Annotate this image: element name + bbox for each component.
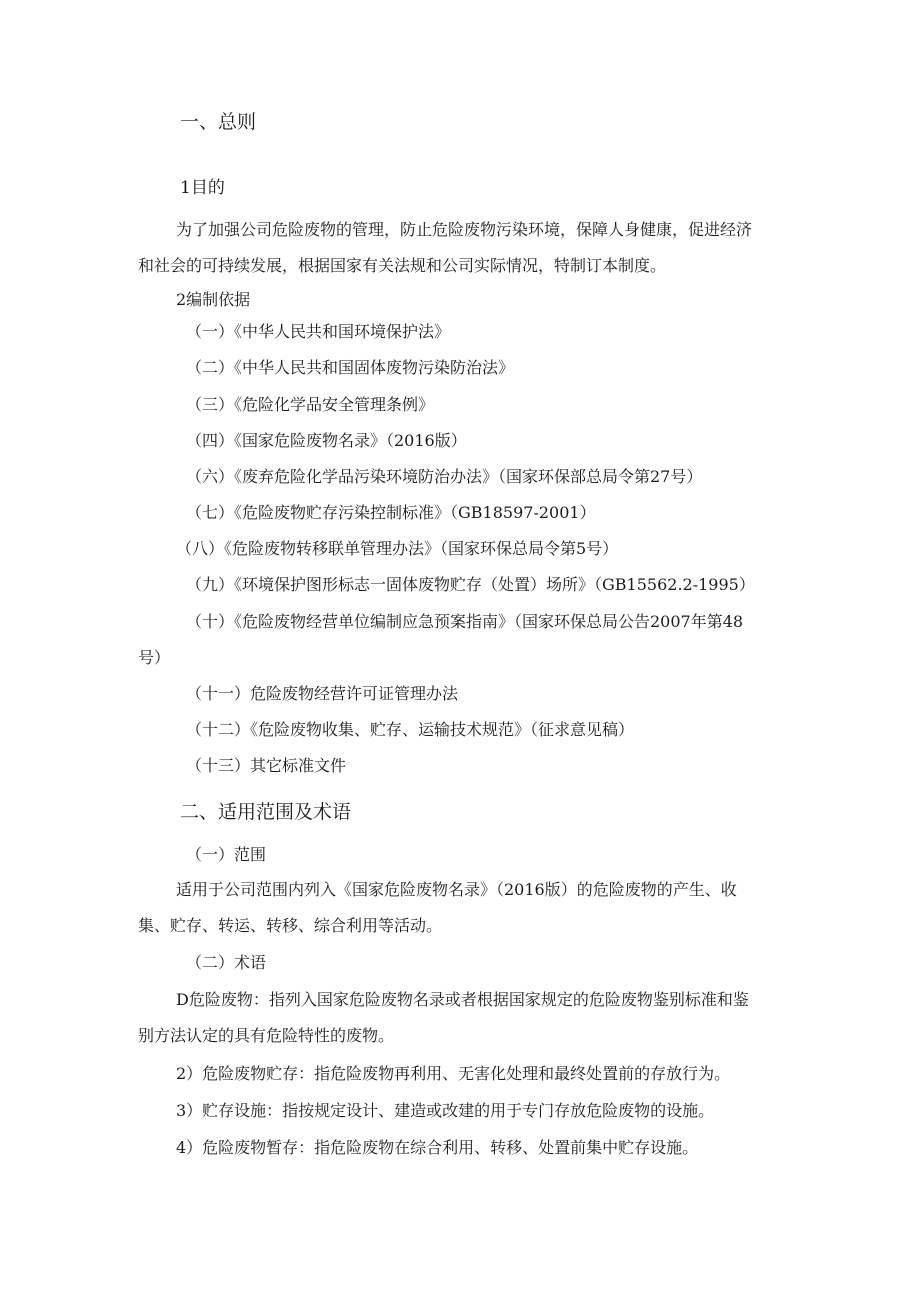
term3: 3）贮存设施：指按规定设计、建造或改建的用于专门存放危险废物的设施。 [176, 1101, 715, 1120]
basis-item: （四）《国家危险废物名录》（2016版） [186, 431, 467, 450]
scope-paragraph-line1: 适用于公司范围内列入《国家危险废物名录》（2016版）的危险废物的产生、收 [176, 880, 737, 899]
basis-item: （十一）危险废物经营许可证管理办法 [186, 684, 459, 703]
basis-item: （六）《废弃危险化学品污染环境防治办法》（国家环保部总局令第27号） [186, 467, 703, 486]
basis-item: （八）《危险废物转移联单管理办法》（国家环保总局令第5号） [176, 539, 619, 558]
basis-item: （三）《危险化学品安全管理条例》 [186, 395, 435, 414]
term2: 2）危险废物贮存：指危险废物再利用、无害化处理和最终处置前的存放行为。 [176, 1064, 731, 1083]
purpose-paragraph-line2: 和社会的可持续发展，根据国家有关法规和公司实际情况，特制订本制度。 [138, 256, 667, 275]
section2-heading: 二、适用范围及术语 [180, 801, 352, 823]
basis-item: （七）《危险废物贮存污染控制标准》（GB18597-2001） [186, 503, 596, 522]
basis-item: （二）《中华人民共和国固体废物污染防治法》 [186, 358, 515, 377]
terms-title: （二）术语 [186, 953, 267, 972]
section1-heading: 一、总则 [180, 111, 257, 133]
basis-title: 2编制依据 [176, 290, 251, 309]
scope-title: （一）范围 [186, 845, 267, 864]
term1-line2: 别方法认定的具有危险特性的废物。 [138, 1026, 395, 1045]
term4: 4）危险废物暂存：指危险废物在综合利用、转移、处置前集中贮存设施。 [176, 1138, 699, 1157]
basis-item: （十二）《危险废物收集、贮存、运输技术规范》（征求意见稿） [186, 720, 635, 739]
basis-item-continuation: 号） [138, 648, 171, 667]
purpose-paragraph-line1: 为了加强公司危险废物的管理，防止危险废物污染环境，保障人身健康，促进经济 [176, 220, 753, 239]
basis-item: （十）《危险废物经营单位编制应急预案指南》（国家环保总局公告2007年第48 [186, 612, 744, 631]
scope-paragraph-line2: 集、贮存、转运、转移、综合利用等活动。 [138, 916, 443, 935]
term1-line1: D危险废物：指列入国家危险废物名录或者根据国家规定的危险废物鉴别标准和鉴 [176, 990, 749, 1009]
basis-item: （九）《环境保护图形标志一固体废物贮存（处置）场所》（GB15562.2-1995） [186, 575, 755, 594]
purpose-title: 1目的 [180, 178, 225, 198]
basis-item: （一）《中华人民共和国环境保护法》 [186, 322, 451, 341]
basis-item: （十三）其它标准文件 [186, 756, 347, 775]
